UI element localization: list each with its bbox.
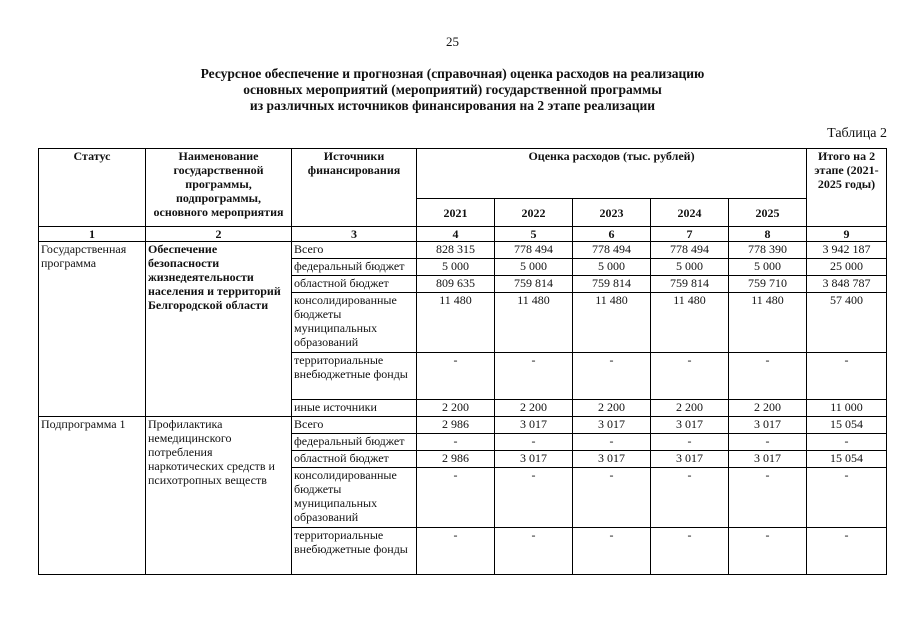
source-cell: консолидированные бюджеты муниципальных образований — [292, 468, 417, 528]
column-number: 3 — [292, 227, 417, 242]
value-cell: 809 635 — [417, 276, 495, 293]
value-cell: 3 017 — [651, 451, 729, 468]
source-cell: областной бюджет — [292, 276, 417, 293]
header-estimate: Оценка расходов (тыс. рублей) — [417, 149, 807, 199]
value-cell: 759 710 — [729, 276, 807, 293]
value-cell: 3 017 — [573, 417, 651, 434]
value-cell: 2 986 — [417, 451, 495, 468]
total-cell: 15 054 — [807, 451, 887, 468]
value-cell: 11 480 — [417, 293, 495, 353]
column-number: 5 — [495, 227, 573, 242]
value-cell: - — [417, 468, 495, 528]
value-cell: 3 017 — [573, 451, 651, 468]
value-cell: 759 814 — [573, 276, 651, 293]
value-cell: 3 017 — [495, 417, 573, 434]
program-name-cell: Обеспечение безопасности жизнедеятельности населения и территорий Белгородской области — [146, 242, 292, 417]
total-cell: - — [807, 468, 887, 528]
value-cell: 2 200 — [651, 400, 729, 417]
title-line-2: основных мероприятий (мероприятий) государственной программы — [243, 82, 662, 97]
column-number: 4 — [417, 227, 495, 242]
value-cell: 828 315 — [417, 242, 495, 259]
value-cell: - — [417, 434, 495, 451]
value-cell: 2 200 — [495, 400, 573, 417]
value-cell: 778 494 — [573, 242, 651, 259]
header-year: 2021 — [417, 199, 495, 227]
value-cell: - — [417, 528, 495, 575]
total-cell: 15 054 — [807, 417, 887, 434]
header-total: Итого на 2 этапе (2021-2025 годы) — [807, 149, 887, 227]
value-cell: - — [495, 528, 573, 575]
column-number: 6 — [573, 227, 651, 242]
value-cell: - — [729, 434, 807, 451]
header-status: Статус — [39, 149, 146, 227]
total-cell: 3 848 787 — [807, 276, 887, 293]
source-cell: консолидированные бюджеты муниципальных образований — [292, 293, 417, 353]
value-cell: - — [573, 468, 651, 528]
expense-table — [38, 148, 887, 575]
header-name: Наименование государственной программы, подпрограммы, основного мероприятия — [146, 149, 292, 227]
source-cell: федеральный бюджет — [292, 434, 417, 451]
title-line-3: из различных источников финансирования на 2 этапе реализации — [249, 98, 656, 113]
total-cell: 57 400 — [807, 293, 887, 353]
table-row — [39, 242, 887, 259]
value-cell: - — [651, 434, 729, 451]
header-year: 2022 — [495, 199, 573, 227]
value-cell: - — [495, 468, 573, 528]
page-number: 25 — [446, 34, 459, 49]
value-cell: - — [729, 353, 807, 400]
column-number: 9 — [807, 227, 887, 242]
value-cell: 5 000 — [651, 259, 729, 276]
value-cell: 3 017 — [729, 417, 807, 434]
value-cell: - — [651, 468, 729, 528]
value-cell: 3 017 — [495, 451, 573, 468]
value-cell: 778 494 — [651, 242, 729, 259]
column-number: 1 — [39, 227, 146, 242]
title-line-1: Ресурсное обеспечение и прогнозная (справочная) оценка расходов на реализацию — [200, 66, 705, 81]
table-row — [39, 417, 887, 434]
value-cell: 5 000 — [729, 259, 807, 276]
header-year: 2025 — [729, 199, 807, 227]
value-cell: 759 814 — [495, 276, 573, 293]
value-cell: 3 017 — [729, 451, 807, 468]
value-cell: - — [729, 468, 807, 528]
value-cell: 778 390 — [729, 242, 807, 259]
value-cell: 5 000 — [417, 259, 495, 276]
value-cell: - — [573, 528, 651, 575]
total-cell: 3 942 187 — [807, 242, 887, 259]
value-cell: - — [651, 528, 729, 575]
value-cell: 2 200 — [573, 400, 651, 417]
status-cell: Государственная программа — [39, 242, 146, 417]
header-sources: Источники финансирования — [292, 149, 417, 227]
value-cell: 11 480 — [573, 293, 651, 353]
column-number: 8 — [729, 227, 807, 242]
value-cell: 11 480 — [651, 293, 729, 353]
header-year: 2023 — [573, 199, 651, 227]
source-cell: федеральный бюджет — [292, 259, 417, 276]
value-cell: - — [651, 353, 729, 400]
value-cell: 2 986 — [417, 417, 495, 434]
total-cell: 25 000 — [807, 259, 887, 276]
value-cell: - — [573, 353, 651, 400]
value-cell: 2 200 — [729, 400, 807, 417]
value-cell: 5 000 — [573, 259, 651, 276]
value-cell: - — [729, 528, 807, 575]
program-name-cell: Профилактика немедицинского потребления наркотических средств и психотропных веществ — [146, 417, 292, 575]
value-cell: - — [573, 434, 651, 451]
source-cell: Всего — [292, 417, 417, 434]
source-cell: Всего — [292, 242, 417, 259]
total-cell: 11 000 — [807, 400, 887, 417]
source-cell: территориальные внебюджетные фонды — [292, 353, 417, 400]
value-cell: 11 480 — [495, 293, 573, 353]
value-cell: - — [495, 353, 573, 400]
source-cell: областной бюджет — [292, 451, 417, 468]
column-number: 7 — [651, 227, 729, 242]
table-label: Таблица 2 — [827, 126, 887, 141]
total-cell: - — [807, 528, 887, 575]
value-cell: 3 017 — [651, 417, 729, 434]
column-number: 2 — [146, 227, 292, 242]
value-cell: - — [417, 353, 495, 400]
total-cell: - — [807, 434, 887, 451]
document-title — [0, 66, 905, 114]
header-year: 2024 — [651, 199, 729, 227]
value-cell: 11 480 — [729, 293, 807, 353]
total-cell: - — [807, 353, 887, 400]
value-cell: 778 494 — [495, 242, 573, 259]
status-cell: Подпрограмма 1 — [39, 417, 146, 575]
value-cell: - — [495, 434, 573, 451]
value-cell: 759 814 — [651, 276, 729, 293]
value-cell: 5 000 — [495, 259, 573, 276]
value-cell: 2 200 — [417, 400, 495, 417]
source-cell: территориальные внебюджетные фонды — [292, 528, 417, 575]
source-cell: иные источники — [292, 400, 417, 417]
